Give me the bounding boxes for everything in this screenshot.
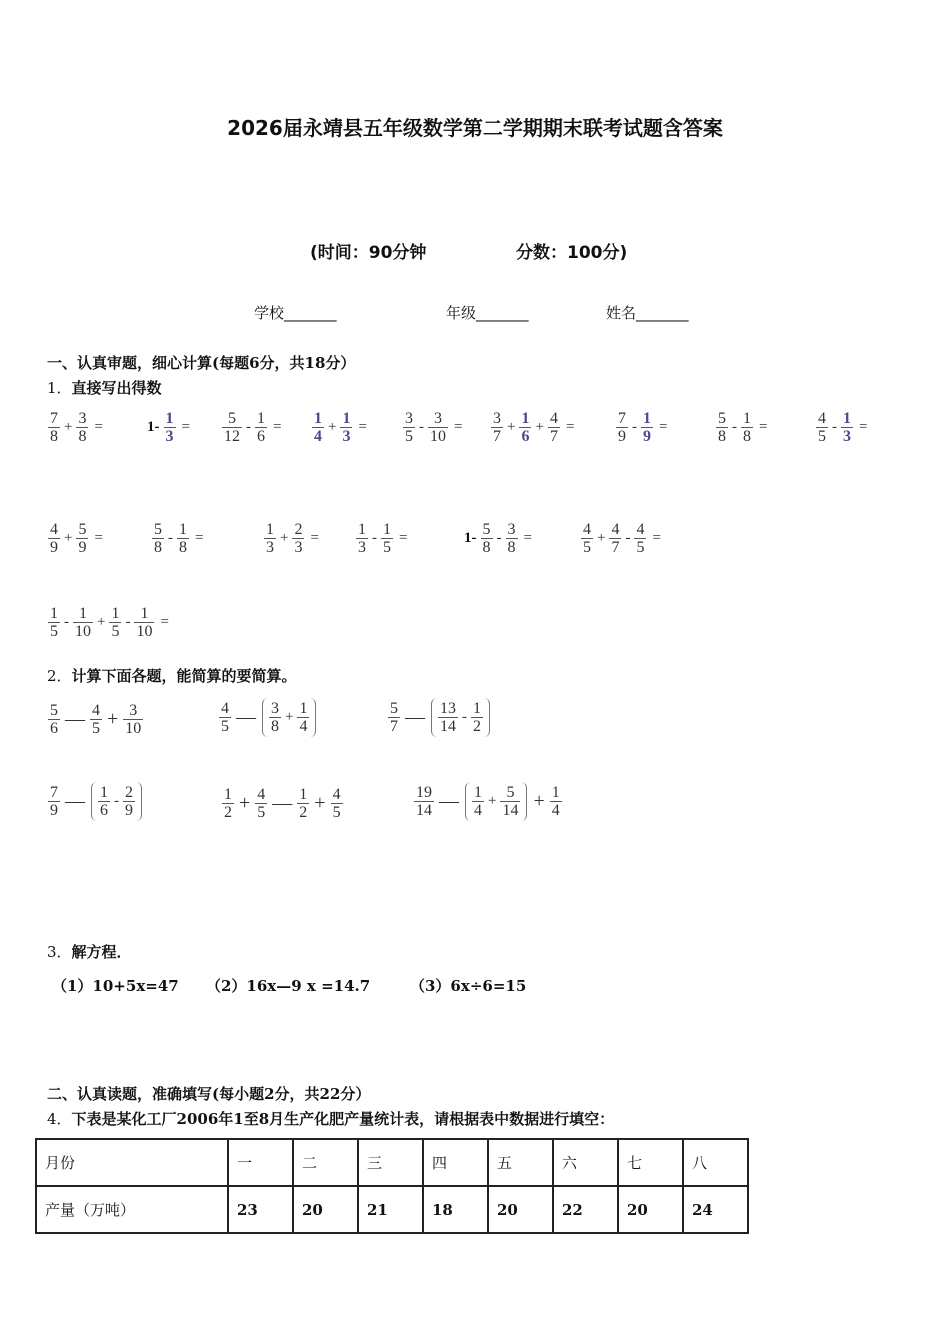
question-2 [47, 665, 297, 686]
question-1 [47, 377, 162, 398]
table-cell: 20 [293, 1186, 358, 1233]
fraction: 7 8 [50, 410, 58, 445]
table-cell: 六 [553, 1139, 618, 1186]
parenthesis: 3 8 + $\frac{1}{4}$ [262, 698, 316, 737]
section-2-heading: 二、认真读题，准确填写(每小题2分，共22分） [47, 1085, 371, 1103]
grade-field[interactable]: 年级_______ [446, 304, 529, 322]
equation-1: （1）10+5x=47 [52, 977, 179, 995]
fraction: 1 4 [314, 410, 322, 445]
question-text: 下表是某化工厂2006年1至8月生产化肥产量统计表，请根据表中数据进行填空： [71, 1110, 615, 1128]
fraction: 4 9 [50, 521, 58, 556]
question-number: 3． [47, 943, 72, 961]
fraction: $\frac{1}{8}$ [743, 410, 751, 445]
fraction: 3 5 [405, 410, 413, 445]
fraction: 1 4 [474, 784, 482, 819]
fraction: $\frac{1}{4}$ [551, 784, 560, 819]
table-cell: 23 [228, 1186, 293, 1233]
fraction: $\frac{2}{3}$ [294, 521, 303, 556]
fraction: $\frac{1}{3}$ [165, 410, 174, 445]
calc-2-6: 4 5 + $\frac{4}{7}$ - $\frac{4}{5}$ = [583, 521, 661, 556]
fraction: 1 3 [266, 521, 274, 556]
equation-3: （3）6x÷6=15 [410, 977, 527, 995]
exam-time: (时间：90分钟 [310, 243, 427, 263]
fraction: $\frac{3}{8}$ [507, 521, 516, 556]
table-cell: 三 [358, 1139, 423, 1186]
calc-2-3: 1 3 + $\frac{2}{3}$ = [266, 521, 319, 556]
calc-1-9: 4 5 - $\frac{1}{3}$ = [818, 410, 868, 445]
fraction: 1 5 [50, 605, 58, 640]
calc-1-6: 3 7 + $\frac{1}{6}$ + $\frac{4}{7}$ = [493, 410, 575, 445]
fraction: 5 12 [224, 410, 240, 445]
fraction: 13 14 [440, 700, 456, 735]
table-cell: 21 [358, 1186, 423, 1233]
parenthesis: 13 14 - 1 2 [431, 698, 490, 737]
simplify-1: 5 6 — 4 5 + $\frac{3}{10}$ [50, 702, 142, 737]
simplify-2: 4 5 — 3 8 + $\frac{1}{4}$ [217, 698, 319, 737]
school-field[interactable]: 学校_______ [254, 304, 337, 322]
table-cell: 18 [423, 1186, 488, 1233]
fraction: $\frac{1}{6}$ [521, 410, 530, 445]
calc-1-8: 5 8 - $\frac{1}{8}$ = [718, 410, 768, 445]
table-cell: 20 [618, 1186, 683, 1233]
fraction: $\frac{1}{9}$ [643, 410, 651, 445]
question-number: 2． [47, 667, 72, 685]
question-text: 计算下面各题，能简算的要简算。 [71, 667, 297, 685]
fraction: 5 6 [50, 702, 58, 737]
equation-2: （2）16x—9 x =14.7 [206, 977, 371, 995]
table-cell: 五 [488, 1139, 553, 1186]
fraction: 4 5 [92, 702, 100, 737]
fraction: $\frac{1}{8}$ [179, 521, 187, 556]
fraction: $\frac{3}{8}$ [78, 410, 87, 445]
fraction: $\frac{4}{5}$ [332, 786, 341, 821]
section-1-heading: 一、认真审题，细心计算(每题6分，共18分） [47, 354, 356, 372]
fraction: 5 8 [482, 521, 491, 556]
fraction: $\frac{1}{3}$ [843, 410, 851, 445]
fraction: 3 7 [493, 410, 501, 445]
calc-1-2: 1- $\frac{1}{3}$ = [147, 410, 190, 445]
calc-1-4: 1 4 + $\frac{1}{3}$ = [314, 410, 367, 445]
question-text: 直接写出得数 [71, 379, 162, 397]
fraction: 1 6 [100, 784, 108, 819]
fraction: $\frac{1}{5}$ [111, 605, 120, 640]
fraction: 7 9 [618, 410, 626, 445]
fraction: $\frac{5}{9}$ [78, 521, 87, 556]
table-cell: 一 [228, 1139, 293, 1186]
table-cell: 20 [488, 1186, 553, 1233]
simplify-3: 5 7 — 13 14 - 1 2 [386, 698, 493, 737]
fraction: $\frac{4}{5}$ [257, 786, 266, 821]
fraction: 1 2 [473, 700, 481, 735]
fraction: 19 14 [416, 784, 432, 819]
parenthesis: 1 6 - 2 9 [91, 782, 142, 821]
calc-1-3: 5 12 - $\frac{1}{6}$ = [224, 410, 282, 445]
fraction: $\frac{4}{7}$ [549, 410, 558, 445]
production-table [35, 1138, 749, 1234]
table-cell: 产量（万吨） [36, 1186, 228, 1233]
calc-3-1: 1 5 - 1 10 + $\frac{1}{5}$ - $\frac{1}{10}$ = [50, 605, 169, 640]
question-3 [47, 941, 132, 962]
name-field[interactable]: 姓名_______ [606, 304, 689, 322]
table-row [36, 1139, 748, 1186]
fraction: 1 10 [75, 605, 91, 640]
fraction: 3 8 [271, 700, 279, 735]
fraction: 1 3 [358, 521, 366, 556]
calc-2-1: 4 9 + $\frac{5}{9}$ = [50, 521, 103, 556]
question-4 [47, 1108, 614, 1129]
question-text: 解方程． [71, 943, 132, 961]
fraction: 1 2 [224, 786, 232, 821]
calc-2-2: 5 8 - $\frac{1}{8}$ = [154, 521, 204, 556]
fraction: $\frac{1}{5}$ [383, 521, 391, 556]
table-cell: 月份 [36, 1139, 228, 1186]
calc-2-5: 1- 5 8 - $\frac{3}{8}$ = [464, 521, 532, 556]
fraction: $\frac{1}{4}$ [299, 700, 308, 735]
simplify-5: 1 2 + $\frac{4}{5}$ — 1 2 + $\frac{4}{5}$ [224, 786, 341, 821]
fraction: 5 7 [390, 700, 398, 735]
fraction: $\frac{5}{14}$ [502, 784, 519, 819]
fraction: $\frac{3}{10}$ [430, 410, 446, 445]
fraction: 5 8 [718, 410, 726, 445]
table-cell: 二 [293, 1139, 358, 1186]
calc-1-1: 7 8 + $\frac{3}{8}$ = [50, 410, 103, 445]
exam-score: 分数：100分) [516, 243, 628, 263]
page-title: 2026届永靖县五年级数学第二学期期末联考试题含答案 [227, 116, 723, 140]
fraction: $\frac{1}{10}$ [136, 605, 153, 640]
table-cell: 四 [423, 1139, 488, 1186]
fraction: $\frac{4}{5}$ [636, 521, 645, 556]
fraction: 2 9 [125, 784, 133, 819]
question-number: 1． [47, 379, 72, 397]
fraction: 4 5 [583, 521, 591, 556]
fraction: $\frac{4}{7}$ [611, 521, 620, 556]
table-row [36, 1186, 748, 1233]
calc-1-5: 3 5 - $\frac{3}{10}$ = [405, 410, 463, 445]
fraction: $\frac{1}{6}$ [257, 410, 265, 445]
table-cell: 七 [618, 1139, 683, 1186]
calc-2-4: 1 3 - $\frac{1}{5}$ = [358, 521, 408, 556]
fraction: 7 9 [50, 784, 58, 819]
fraction: 1 2 [299, 786, 308, 821]
table-cell: 八 [683, 1139, 748, 1186]
simplify-6: 19 14 — 1 4 + $\frac{5}{14}$ + $\frac{1}{4}$ [416, 784, 560, 819]
fraction: $\frac{1}{3}$ [342, 410, 351, 445]
fraction: 4 5 [818, 410, 826, 445]
fraction: $\frac{3}{10}$ [125, 702, 142, 737]
calc-1-7: 7 9 - $\frac{1}{9}$ = [618, 410, 668, 445]
simplify-4: 7 9 — 1 6 - 2 9 [46, 782, 145, 821]
fraction: 4 5 [221, 700, 229, 735]
fraction: 5 8 [154, 521, 162, 556]
question-number: 4． [47, 1110, 72, 1128]
parenthesis: 1 4 + $\frac{5}{14}$ [465, 782, 527, 821]
table-cell: 22 [553, 1186, 618, 1233]
table-cell: 24 [683, 1186, 748, 1233]
